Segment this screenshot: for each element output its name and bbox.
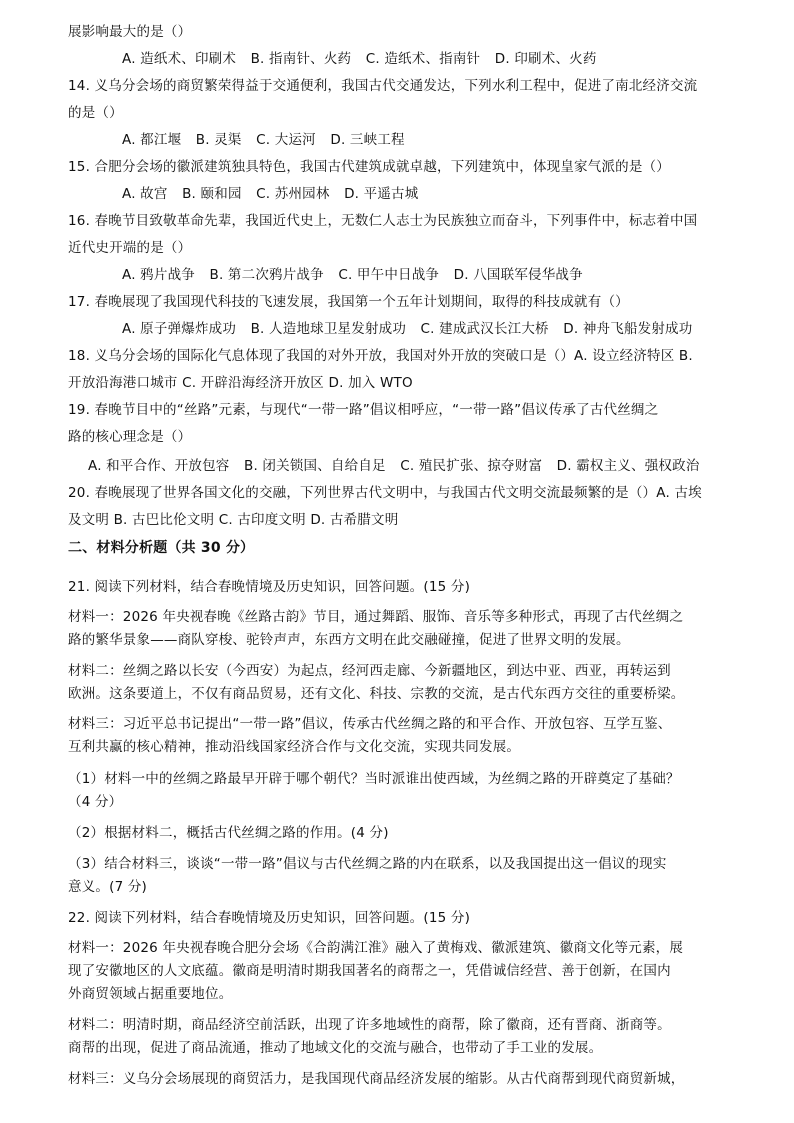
q14-stem-line1: 14. 义乌分会场的商贸繁荣得益于交通便利，我国古代交通发达，下列水利工程中，促进了南北经济交流	[68, 78, 698, 94]
q13-options	[122, 50, 607, 68]
q14-option-d: D. 三峡工程	[330, 132, 405, 148]
q19-option-d: D. 霸权主义、强权政治	[556, 458, 700, 474]
q21-intro: 21. 阅读下列材料，结合春晚情境及历史知识，回答问题。(15 分)	[68, 579, 471, 595]
q20-stem-line2: 及文明 B. 古巴比伦文明 C. 古印度文明 D. 古希腊文明	[68, 512, 399, 528]
q15-option-d: D. 平遥古城	[344, 186, 419, 202]
q15-option-c: C. 苏州园林	[256, 186, 330, 202]
q14-option-c: C. 大运河	[256, 132, 316, 148]
q15-options	[122, 185, 428, 203]
q17-option-b: B. 人造地球卫星发射成功	[250, 321, 407, 337]
q15-option-a: A. 故宫	[122, 186, 168, 202]
q13-option-c: C. 造纸术、指南针	[365, 51, 481, 67]
q14-options	[122, 131, 415, 149]
q16-stem-line2: 近代史开端的是（）	[68, 240, 192, 256]
q21-subquestion2: （2）根据材料二，概括古代丝绸之路的作用。(4 分)	[68, 825, 389, 841]
q13-tail: 展影响最大的是（）	[68, 24, 192, 40]
q21-material1-line1: 材料一：2026 年央视春晚《丝路古韵》节目，通过舞蹈、服饰、音乐等多种形式，再现了古代丝绸之	[68, 609, 684, 625]
q19-stem-line2: 路的核心理念是（）	[68, 429, 192, 445]
q21-material1-line2: 路的繁华景象——商队穿梭、驼铃声声，东西方文明在此交融碰撞，促进了世界文明的发展。	[68, 632, 630, 648]
q22-material2-line1: 材料二：明清时期，商品经济空前活跃，出现了许多地域性的商帮，除了徽商，还有晋商、浙商等。	[68, 1017, 671, 1033]
q16-stem-line1: 16. 春晚节目致敬革命先辈，我国近代史上，无数仁人志士为民族独立而奋斗，下列事件中，标志着中国	[68, 213, 698, 229]
q21-material2-line2: 欧洲。这条要道上，不仅有商品贸易，还有文化、科技、宗教的交流，是古代东西方交往的重要桥梁。	[68, 686, 685, 702]
q21-subquestion1-line2: （4 分）	[68, 794, 123, 810]
q14-option-a: A. 都江堰	[122, 132, 182, 148]
q14-stem-line2: 的是（）	[68, 105, 123, 121]
q21-material2-line1: 材料二：丝绸之路以长安（今西安）为起点，经河西走廊、今新疆地区，到达中亚、西亚，再转运到	[68, 663, 671, 679]
q16-option-a: A. 鸦片战争	[122, 267, 195, 283]
q22-material3-line1: 材料三：义乌分会场展现的商贸活力，是我国现代商品经济发展的缩影。从古代商帮到现代商贸新城，	[68, 1071, 685, 1087]
q21-material3-line1: 材料三：习近平总书记提出“一带一路”倡议，传承古代丝绸之路的和平合作、开放包容、互学互鉴、	[68, 716, 672, 732]
q13-option-d: D. 印刷术、火药	[494, 51, 597, 67]
q15-stem: 15. 合肥分会场的徽派建筑独具特色，我国古代建筑成就卓越，下列建筑中，体现皇家气派的是（）	[68, 159, 670, 175]
q13-option-a: A. 造纸术、印刷术	[122, 51, 237, 67]
q22-material1-line2: 现了安徽地区的人文底蕴。徽商是明清时期我国著名的商帮之一，凭借诚信经营、善于创新，在国内	[68, 963, 671, 979]
q17-option-a: A. 原子弹爆炸成功	[122, 321, 237, 337]
q19-options	[88, 457, 710, 475]
q14-option-b: B. 灵渠	[195, 132, 242, 148]
q22-material1-line1: 材料一：2026 年央视春晚合肥分会场《合韵满江淮》融入了黄梅戏、徽派建筑、徽商文化等元素，展	[68, 940, 684, 956]
q17-option-d: D. 神舟飞船发射成功	[563, 321, 693, 337]
q21-material3-line2: 互利共赢的核心精神，推动沿线国家经济合作与文化交流，实现共同发展。	[68, 739, 521, 755]
q16-options	[122, 266, 593, 284]
q17-option-c: C. 建成武汉长江大桥	[420, 321, 549, 337]
q19-option-b: B. 闭关锁国、自给自足	[243, 458, 386, 474]
q22-material1-line3: 外商贸领域占据重要地位。	[68, 986, 233, 1002]
q21-subquestion3-line1: （3）结合材料三，谈谈“一带一路”倡议与古代丝绸之路的内在联系，以及我国提出这一倡议的现实	[68, 856, 667, 872]
q18-stem-line2: 开放沿海港口城市 C. 开辟沿海经济开放区 D. 加入 WTO	[68, 375, 413, 391]
section-heading: 二、材料分析题（共 30 分）	[68, 540, 255, 556]
q21-subquestion1-line1: （1）材料一中的丝绸之路最早开辟于哪个朝代？当时派谁出使西域，为丝绸之路的开辟奠定了基础？	[68, 771, 680, 787]
q15-option-b: B. 颐和园	[182, 186, 242, 202]
q16-option-c: C. 甲午中日战争	[338, 267, 440, 283]
q16-option-b: B. 第二次鸦片战争	[209, 267, 324, 283]
q13-option-b: B. 指南针、火药	[250, 51, 352, 67]
q22-intro: 22. 阅读下列材料，结合春晚情境及历史知识，回答问题。(15 分)	[68, 910, 471, 926]
q21-subquestion3-line2: 意义。(7 分)	[68, 879, 148, 895]
q20-stem-line1: 20. 春晚展现了世界各国文化的交融，下列世界古代文明中，与我国古代文明交流最频繁的是（）A. 古埃	[68, 485, 702, 501]
q22-material2-line2: 商帮的出现，促进了商品流通，推动了地域文化的交流与融合，也带动了手工业的发展。	[68, 1040, 603, 1056]
q19-stem-line1: 19. 春晚节目中的“丝路”元素，与现代“一带一路”倡议相呼应，“一带一路”倡议传承了古代丝绸之	[68, 402, 659, 418]
q17-options	[122, 320, 702, 338]
q19-option-a: A. 和平合作、开放包容	[88, 458, 230, 474]
q16-option-d: D. 八国联军侵华战争	[453, 267, 583, 283]
q17-stem: 17. 春晚展现了我国现代科技的飞速发展，我国第一个五年计划期间，取得的科技成就有（）	[68, 294, 629, 310]
q18-stem-line1: 18. 义乌分会场的国际化气息体现了我国的对外开放，我国对外开放的突破口是（）A. 设立经济特区 B.	[68, 348, 693, 364]
q19-option-c: C. 殖民扩张、掠夺财富	[400, 458, 543, 474]
